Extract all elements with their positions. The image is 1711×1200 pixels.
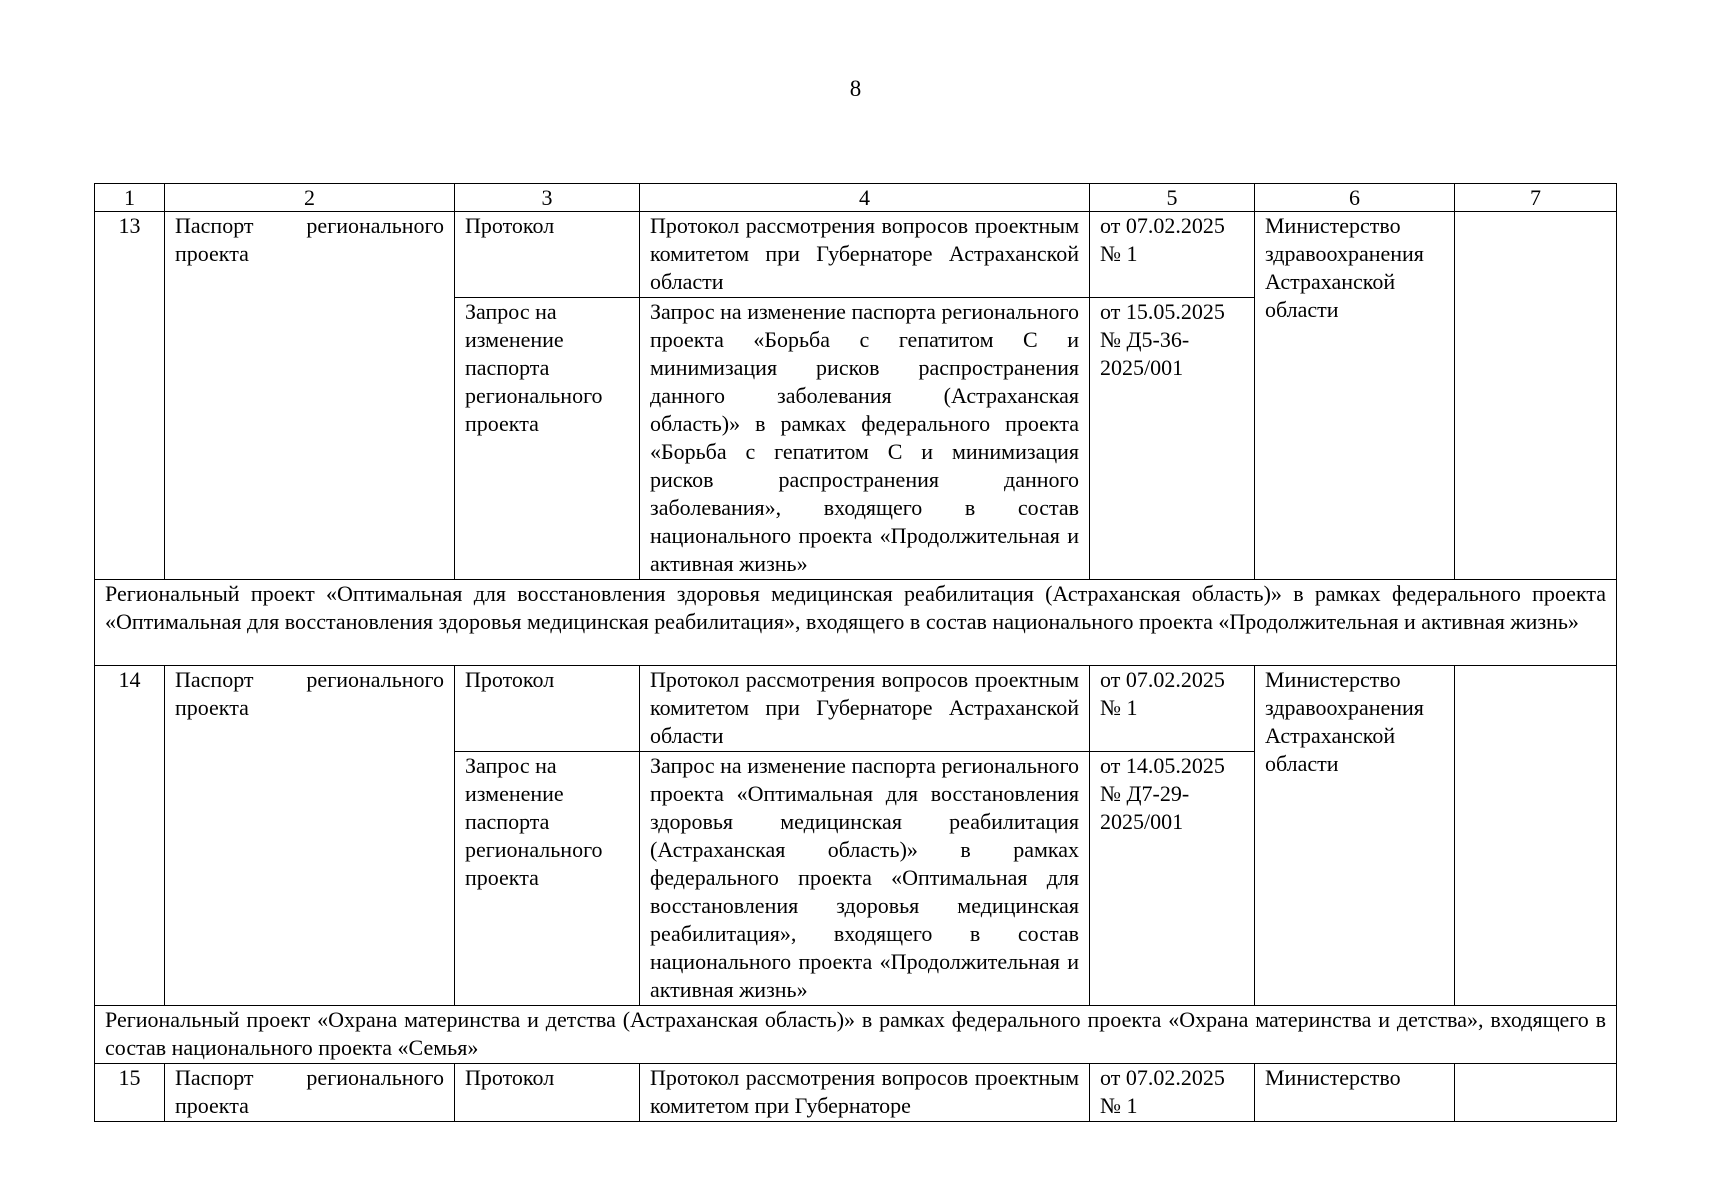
document-details: от 15.05.2025 № Д5-36-2025/001 <box>1090 298 1255 580</box>
table-row <box>95 1064 1617 1122</box>
column-header: 7 <box>1455 184 1617 212</box>
table-header-row <box>95 184 1617 212</box>
document-details: от 07.02.2025 № 1 <box>1090 212 1255 298</box>
document-details: от 14.05.2025 № Д7-29-2025/001 <box>1090 752 1255 1006</box>
row-number: 15 <box>95 1064 165 1122</box>
document-details: от 07.02.2025 № 1 <box>1090 1064 1255 1122</box>
document-type: Запрос на изменение паспорта регионального проекта <box>455 752 640 1006</box>
section-title: Региональный проект «Охрана материнства и детства (Астраханская область)» в рамках федерального проекта «Охрана материнства и детства», входящего в состав национального проекта «Семья» <box>95 1006 1617 1064</box>
column-header: 1 <box>95 184 165 212</box>
page-number: 8 <box>849 76 862 101</box>
column-header: 4 <box>640 184 1090 212</box>
document-description: Протокол рассмотрения вопросов проектным комитетом при Губернаторе Астраханской области <box>640 666 1090 752</box>
column-header: 5 <box>1090 184 1255 212</box>
note-cell <box>1455 1064 1617 1122</box>
document-type: Запрос на изменение паспорта регионального проекта <box>455 298 640 580</box>
section-row <box>95 580 1617 666</box>
document-description: Запрос на изменение паспорта регионального проекта «Оптимальная для восстановления здоровья медицинская реабилитация (Астраханская область)» в рамках федерального проекта «Оптимальная для восстановления здоровья медицинская реабилитация», входящего в состав национального проекта «Продолжительная и активная жизнь» <box>640 752 1090 1006</box>
document-description: Протокол рассмотрения вопросов проектным комитетом при Губернаторе Астраханской области <box>640 212 1090 298</box>
document-description: Протокол рассмотрения вопросов проектным комитетом при Губернаторе <box>640 1064 1090 1122</box>
document-type: Протокол <box>455 1064 640 1122</box>
document-name: Паспорт регионального проекта <box>165 212 455 580</box>
column-header: 2 <box>165 184 455 212</box>
document-table <box>94 183 1617 1122</box>
document-name: Паспорт регионального проекта <box>165 1064 455 1122</box>
document-type: Протокол <box>455 666 640 752</box>
document-details: от 07.02.2025 № 1 <box>1090 666 1255 752</box>
document-name: Паспорт регионального проекта <box>165 666 455 1006</box>
column-header: 3 <box>455 184 640 212</box>
document-description: Запрос на изменение паспорта регионального проекта «Борьба с гепатитом С и минимизация рисков распространения данного заболевания (Астраханская область)» в рамках федерального проекта «Борьба с гепатитом С и минимизация рисков распространения данного заболевания», входящего в состав национального проекта «Продолжительная и активная жизнь» <box>640 298 1090 580</box>
column-header: 6 <box>1255 184 1455 212</box>
section-row <box>95 1006 1617 1064</box>
row-number: 13 <box>95 212 165 580</box>
responsible-authority: Министерство здравоохранения Астраханской области <box>1255 666 1455 1006</box>
table-row <box>95 212 1617 298</box>
responsible-authority: Министерство здравоохранения Астраханской области <box>1255 212 1455 580</box>
responsible-authority: Министерство <box>1255 1064 1455 1122</box>
document-type: Протокол <box>455 212 640 298</box>
table-row <box>95 666 1617 752</box>
row-number: 14 <box>95 666 165 1006</box>
section-title: Региональный проект «Оптимальная для восстановления здоровья медицинская реабилитация (Астраханская область)» в рамках федерального проекта «Оптимальная для восстановления здоровья медицинская реабилитация», входящего в состав национального проекта «Продолжительная и активная жизнь» <box>95 580 1617 666</box>
note-cell <box>1455 666 1617 1006</box>
note-cell <box>1455 212 1617 580</box>
